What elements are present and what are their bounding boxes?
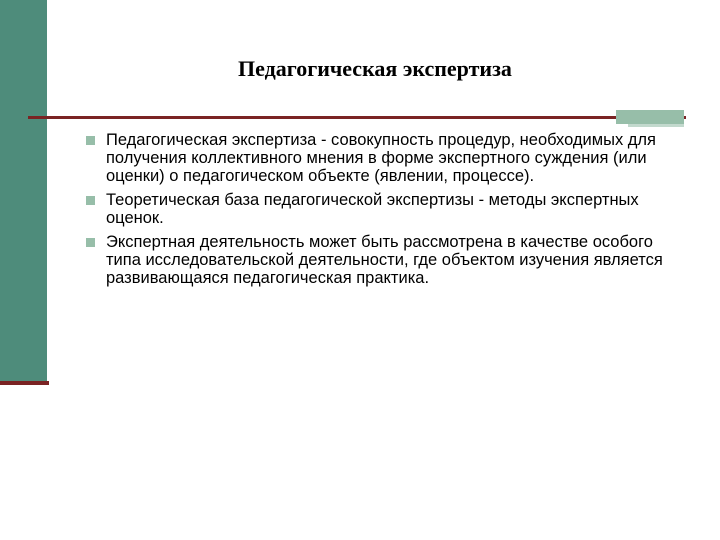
bullet-list xyxy=(86,131,686,293)
divider-accent xyxy=(616,110,684,124)
square-bullet-icon xyxy=(86,238,95,247)
slide-title: Педагогическая экспертиза xyxy=(238,56,512,81)
bullet-text: Педагогическая экспертиза - совокупность процедур, необходимых для получения коллективного мнения в форме экспертного суждения (или оценки) о педагогическом объекте (явлении, процессе). xyxy=(106,131,656,185)
bullet-text: Экспертная деятельность может быть рассмотрена в качестве особого типа исследовательской деятельности, где объектом изучения является развивающаяся педагогическая практика. xyxy=(106,233,663,287)
square-bullet-icon xyxy=(86,136,95,145)
bullet-item xyxy=(86,131,686,185)
bullet-item xyxy=(86,191,686,227)
square-bullet-icon xyxy=(86,196,95,205)
side-decor-bar xyxy=(0,0,47,381)
bullet-text: Теоретическая база педагогической экспертизы - методы экспертных оценок. xyxy=(106,191,639,227)
title-divider xyxy=(28,116,686,119)
side-decor-bar-edge xyxy=(0,381,49,385)
bullet-item xyxy=(86,233,686,287)
divider-accent-shade xyxy=(628,124,684,127)
